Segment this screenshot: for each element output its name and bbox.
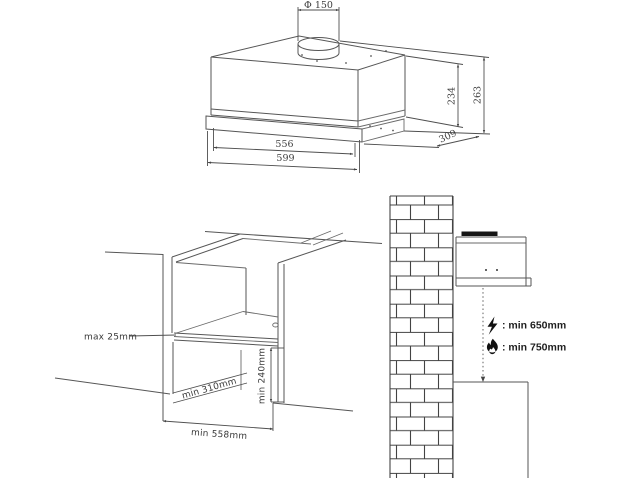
dimension-widths xyxy=(208,128,360,173)
hood-isometric-view xyxy=(206,0,490,173)
duct-outlet-bar xyxy=(462,232,498,237)
gas-clearance-label: : min 750mm xyxy=(502,341,567,354)
total-height-label: 263 xyxy=(472,85,484,105)
duct-collar xyxy=(298,38,339,60)
dimension-niche-width xyxy=(163,403,273,442)
clearance-labels xyxy=(487,317,566,355)
dimension-niche-depth xyxy=(173,373,247,403)
cabinet-linework xyxy=(55,231,382,421)
body-height-label: 234 xyxy=(446,86,458,106)
niche-depth-label: min 310mm xyxy=(180,376,238,402)
hood-side-face xyxy=(358,55,405,121)
depth-label: 309 xyxy=(437,127,459,146)
electric-clearance-label: : min 650mm xyxy=(502,319,567,332)
cabinet-niche-view xyxy=(55,231,382,442)
inner-width-label: 556 xyxy=(275,139,294,150)
dimension-depth xyxy=(364,128,479,148)
niche-width-label: min 558mm xyxy=(190,428,248,442)
outer-width-label: 599 xyxy=(276,153,295,164)
dimension-niche-height xyxy=(258,348,285,404)
dimension-duct-diameter xyxy=(298,0,339,41)
wall-mounting-view xyxy=(390,196,566,478)
dimension-shelf-thickness xyxy=(84,333,176,343)
clearance-line xyxy=(481,288,485,382)
niche-height-label: min 240mm xyxy=(257,347,268,405)
cooktop-outline xyxy=(453,382,528,478)
control-dots xyxy=(485,269,498,271)
lightning-icon xyxy=(488,317,498,335)
duct-diameter-label: Φ 150 xyxy=(304,0,333,11)
hood-side-view xyxy=(456,232,531,287)
hood-filter-panel xyxy=(206,116,404,142)
brick-wall xyxy=(390,196,453,478)
hood-front-face xyxy=(211,57,358,121)
flame-icon xyxy=(487,339,498,354)
shelf-thickness-label: max 25mm xyxy=(84,332,138,343)
cable-hole xyxy=(273,323,279,327)
